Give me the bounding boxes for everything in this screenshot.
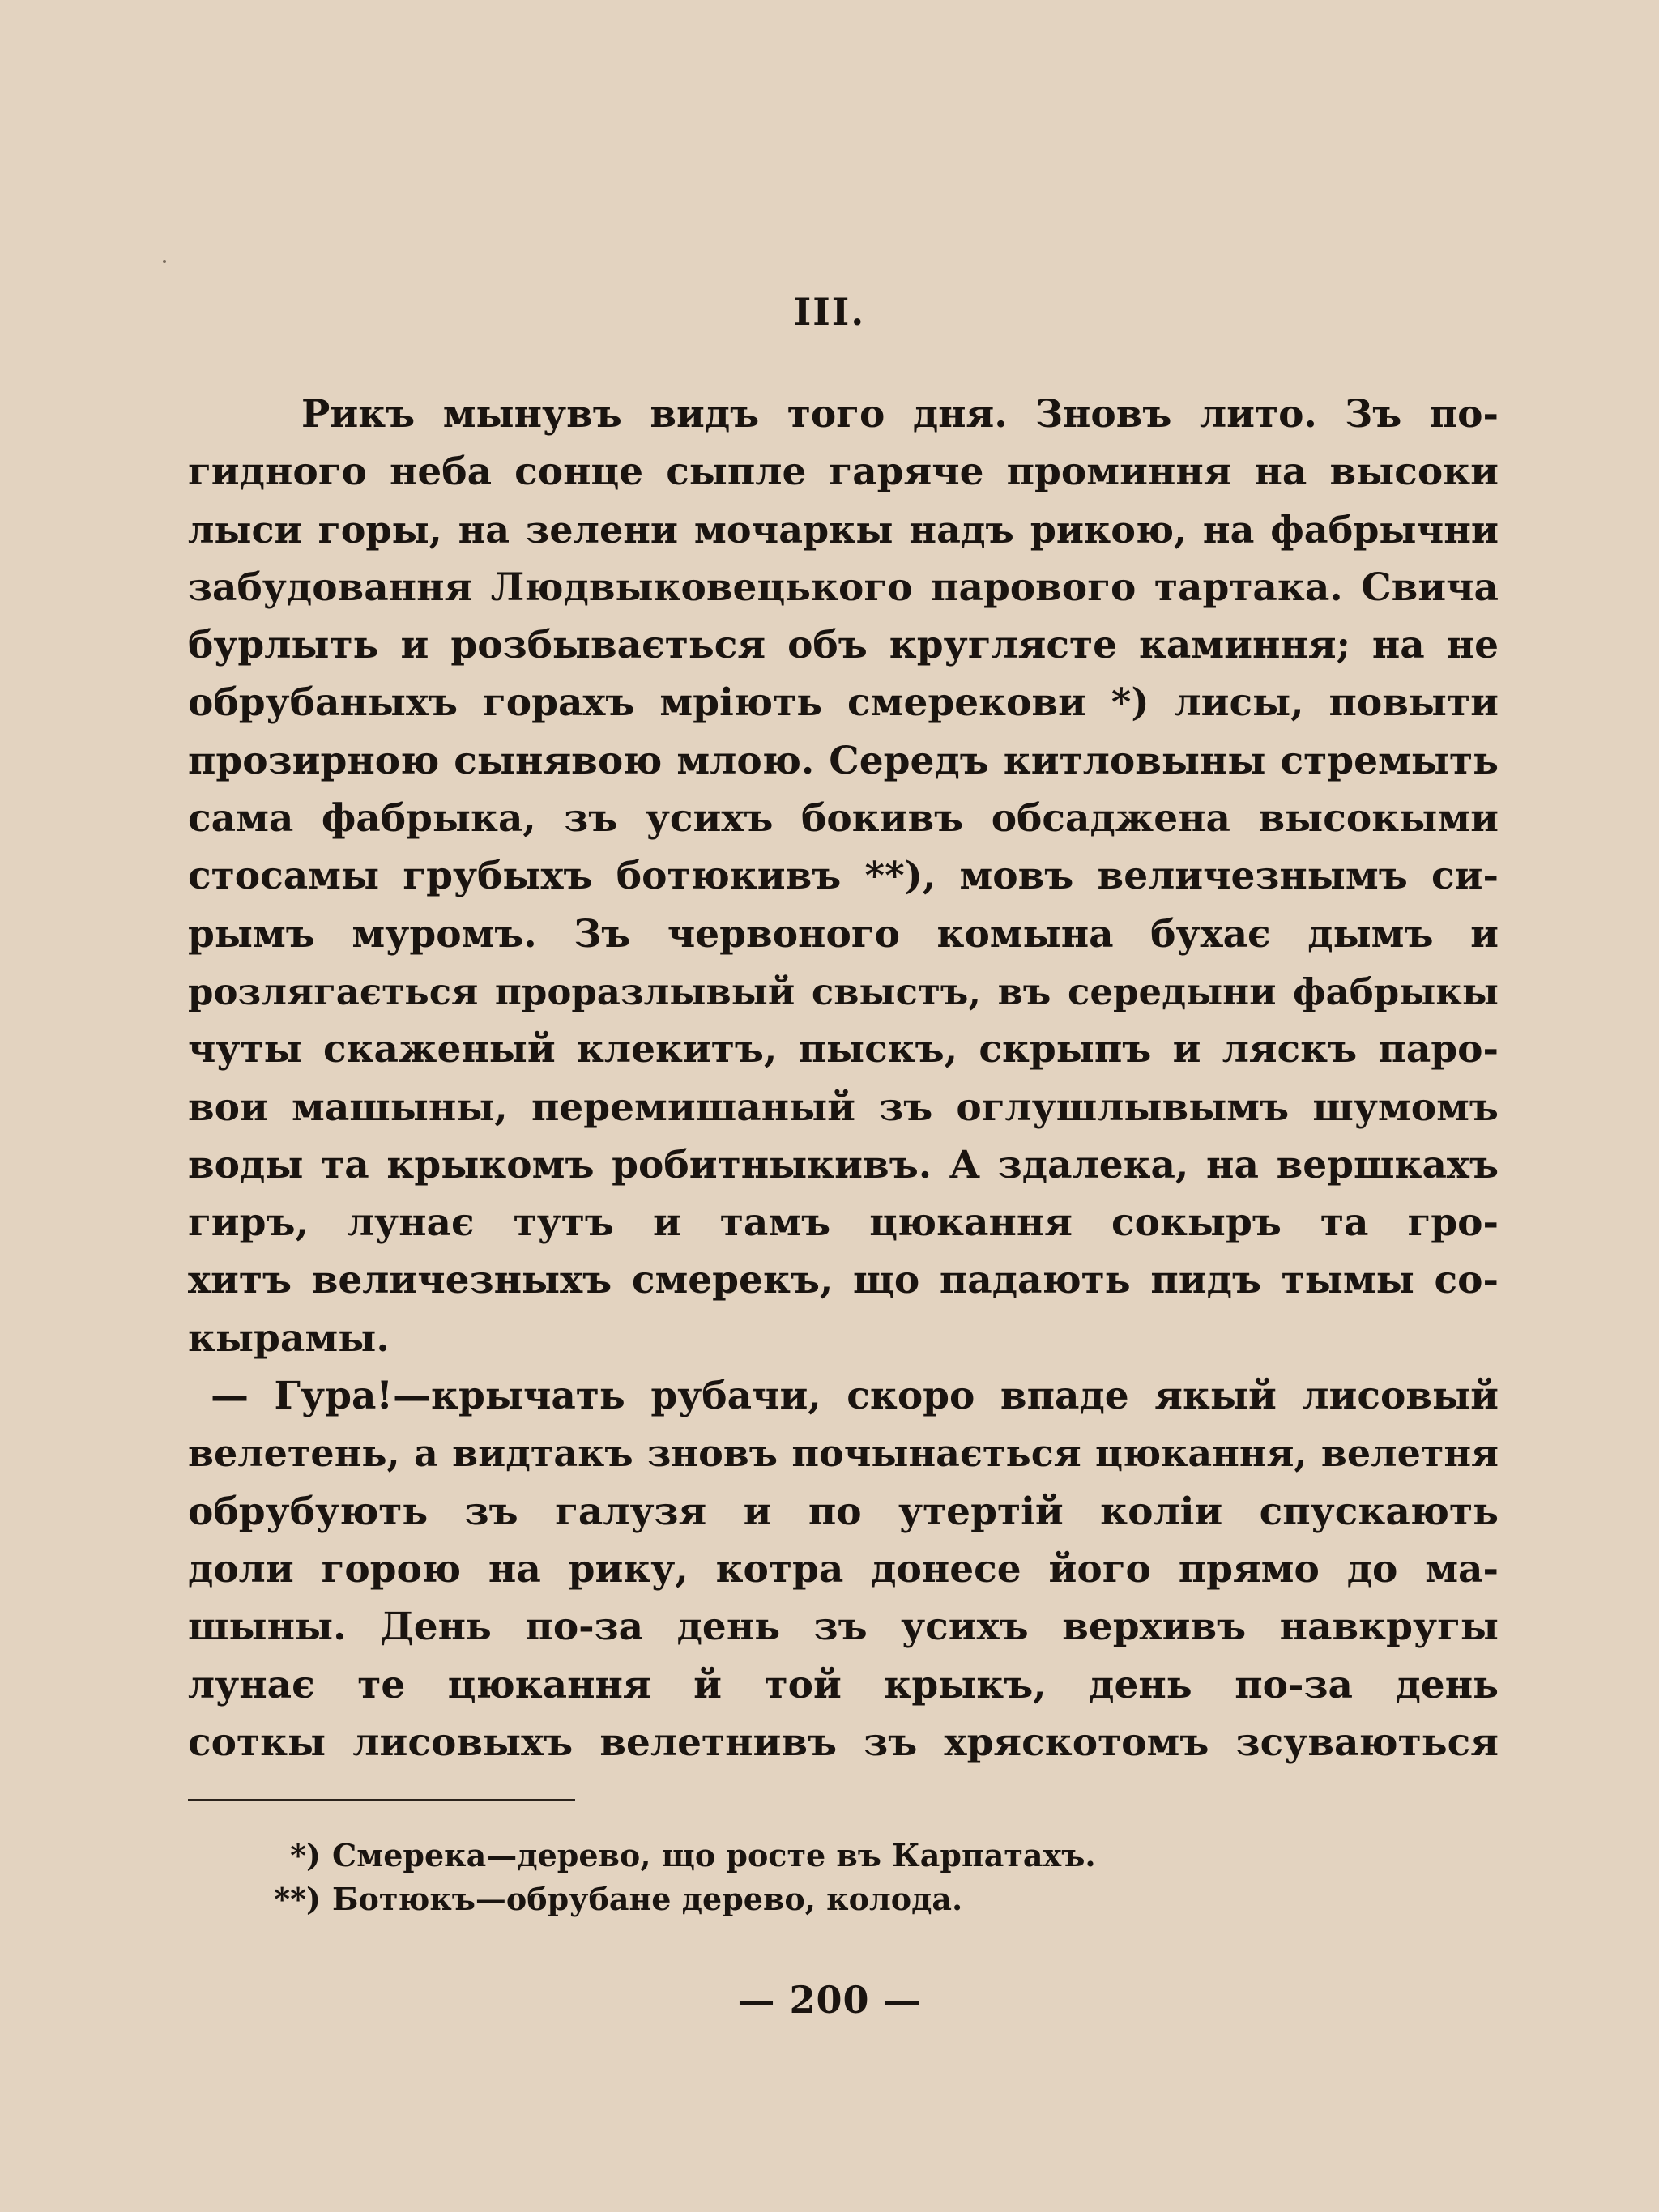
text-line: — Гура!—крычать рубачи, скоро впаде якый лисовый xyxy=(211,1374,1499,1419)
text-line: бурлыть и розбывається объ круглясте каминня; на не xyxy=(188,623,1499,668)
text-line: лыси горы, на зелени мочаркы надъ рикою, на фабрычни xyxy=(188,507,1499,552)
footnotes xyxy=(267,1834,1096,1921)
text-line: сама фабрыка, зъ усихъ бокивъ обсаджена высокыми xyxy=(188,796,1499,842)
footnote xyxy=(267,1834,1096,1877)
text-line: прозирною сынявою млою. Середъ китловыны стремыть xyxy=(188,738,1499,783)
text-line: хитъ величезныхъ смерекъ, що падають пидъ тымы со- xyxy=(188,1258,1499,1303)
text-line: гиръ, лунає тутъ и тамъ цюкання сокыръ та гро- xyxy=(188,1200,1499,1246)
text-line: соткы лисовыхъ велетнивъ зъ хряскотомъ зсуваються xyxy=(188,1720,1499,1765)
text-line: обрубаныхъ горахъ мріють смерекови *) лисы, повыти xyxy=(188,680,1499,726)
body-text xyxy=(188,386,1499,1771)
chapter-heading: III. xyxy=(793,290,866,334)
text-line: стосамы грубыхъ ботюкивъ **), мовъ величезнымъ си- xyxy=(188,854,1499,899)
text-line: лунає те цюкання й той крыкъ, день по-за день xyxy=(188,1662,1499,1707)
text-line: доли горою на рику, котра донесе його прямо до ма- xyxy=(188,1546,1499,1592)
text-line: воды та крыкомъ робитныкивъ. А здалека, на вершкахъ xyxy=(188,1142,1499,1187)
text-line: велетень, а видтакъ зновъ почынається цюкання, велетня xyxy=(188,1431,1499,1476)
text-line: вои машыны, перемишаный зъ оглушлывымъ шумомъ xyxy=(188,1085,1499,1130)
footnote-mark: *) xyxy=(290,1837,321,1873)
text-line: забудовання Людвыковецького парового тартака. Свича xyxy=(188,565,1499,610)
text-line: Рикъ мынувъ видъ того дня. Зновъ лито. Зъ по- xyxy=(301,392,1499,437)
stray-print-mark xyxy=(163,260,166,263)
text-line: розлягається проразлывый свыстъ, въ середыни фабрыкы xyxy=(188,970,1499,1013)
footnote xyxy=(267,1877,1096,1921)
footnote-divider xyxy=(188,1799,575,1801)
footnote-text: Ботюкъ—обрубане дерево, колода. xyxy=(332,1881,963,1917)
footnote-text: Смерека—дерево, що росте въ Карпатахъ. xyxy=(332,1837,1096,1873)
footnote-mark: **) xyxy=(274,1881,321,1917)
text-line: рымъ муромъ. Зъ червоного комына бухає дымъ и xyxy=(188,911,1499,957)
text-line: кырамы. xyxy=(188,1315,390,1361)
page-number: — 200 — xyxy=(737,1978,922,2022)
text-line: чуты скаженый клекитъ, пыскъ, скрыпъ и ляскъ паро- xyxy=(188,1027,1499,1072)
text-line: обрубують зъ галузя и по утертій коліи спускають xyxy=(188,1489,1499,1534)
text-line: шыны. День по-за день зъ усихъ верхивъ навкругы xyxy=(188,1605,1499,1650)
text-line: гидного неба сонце сыпле гаряче проминня на высоки xyxy=(188,450,1499,495)
